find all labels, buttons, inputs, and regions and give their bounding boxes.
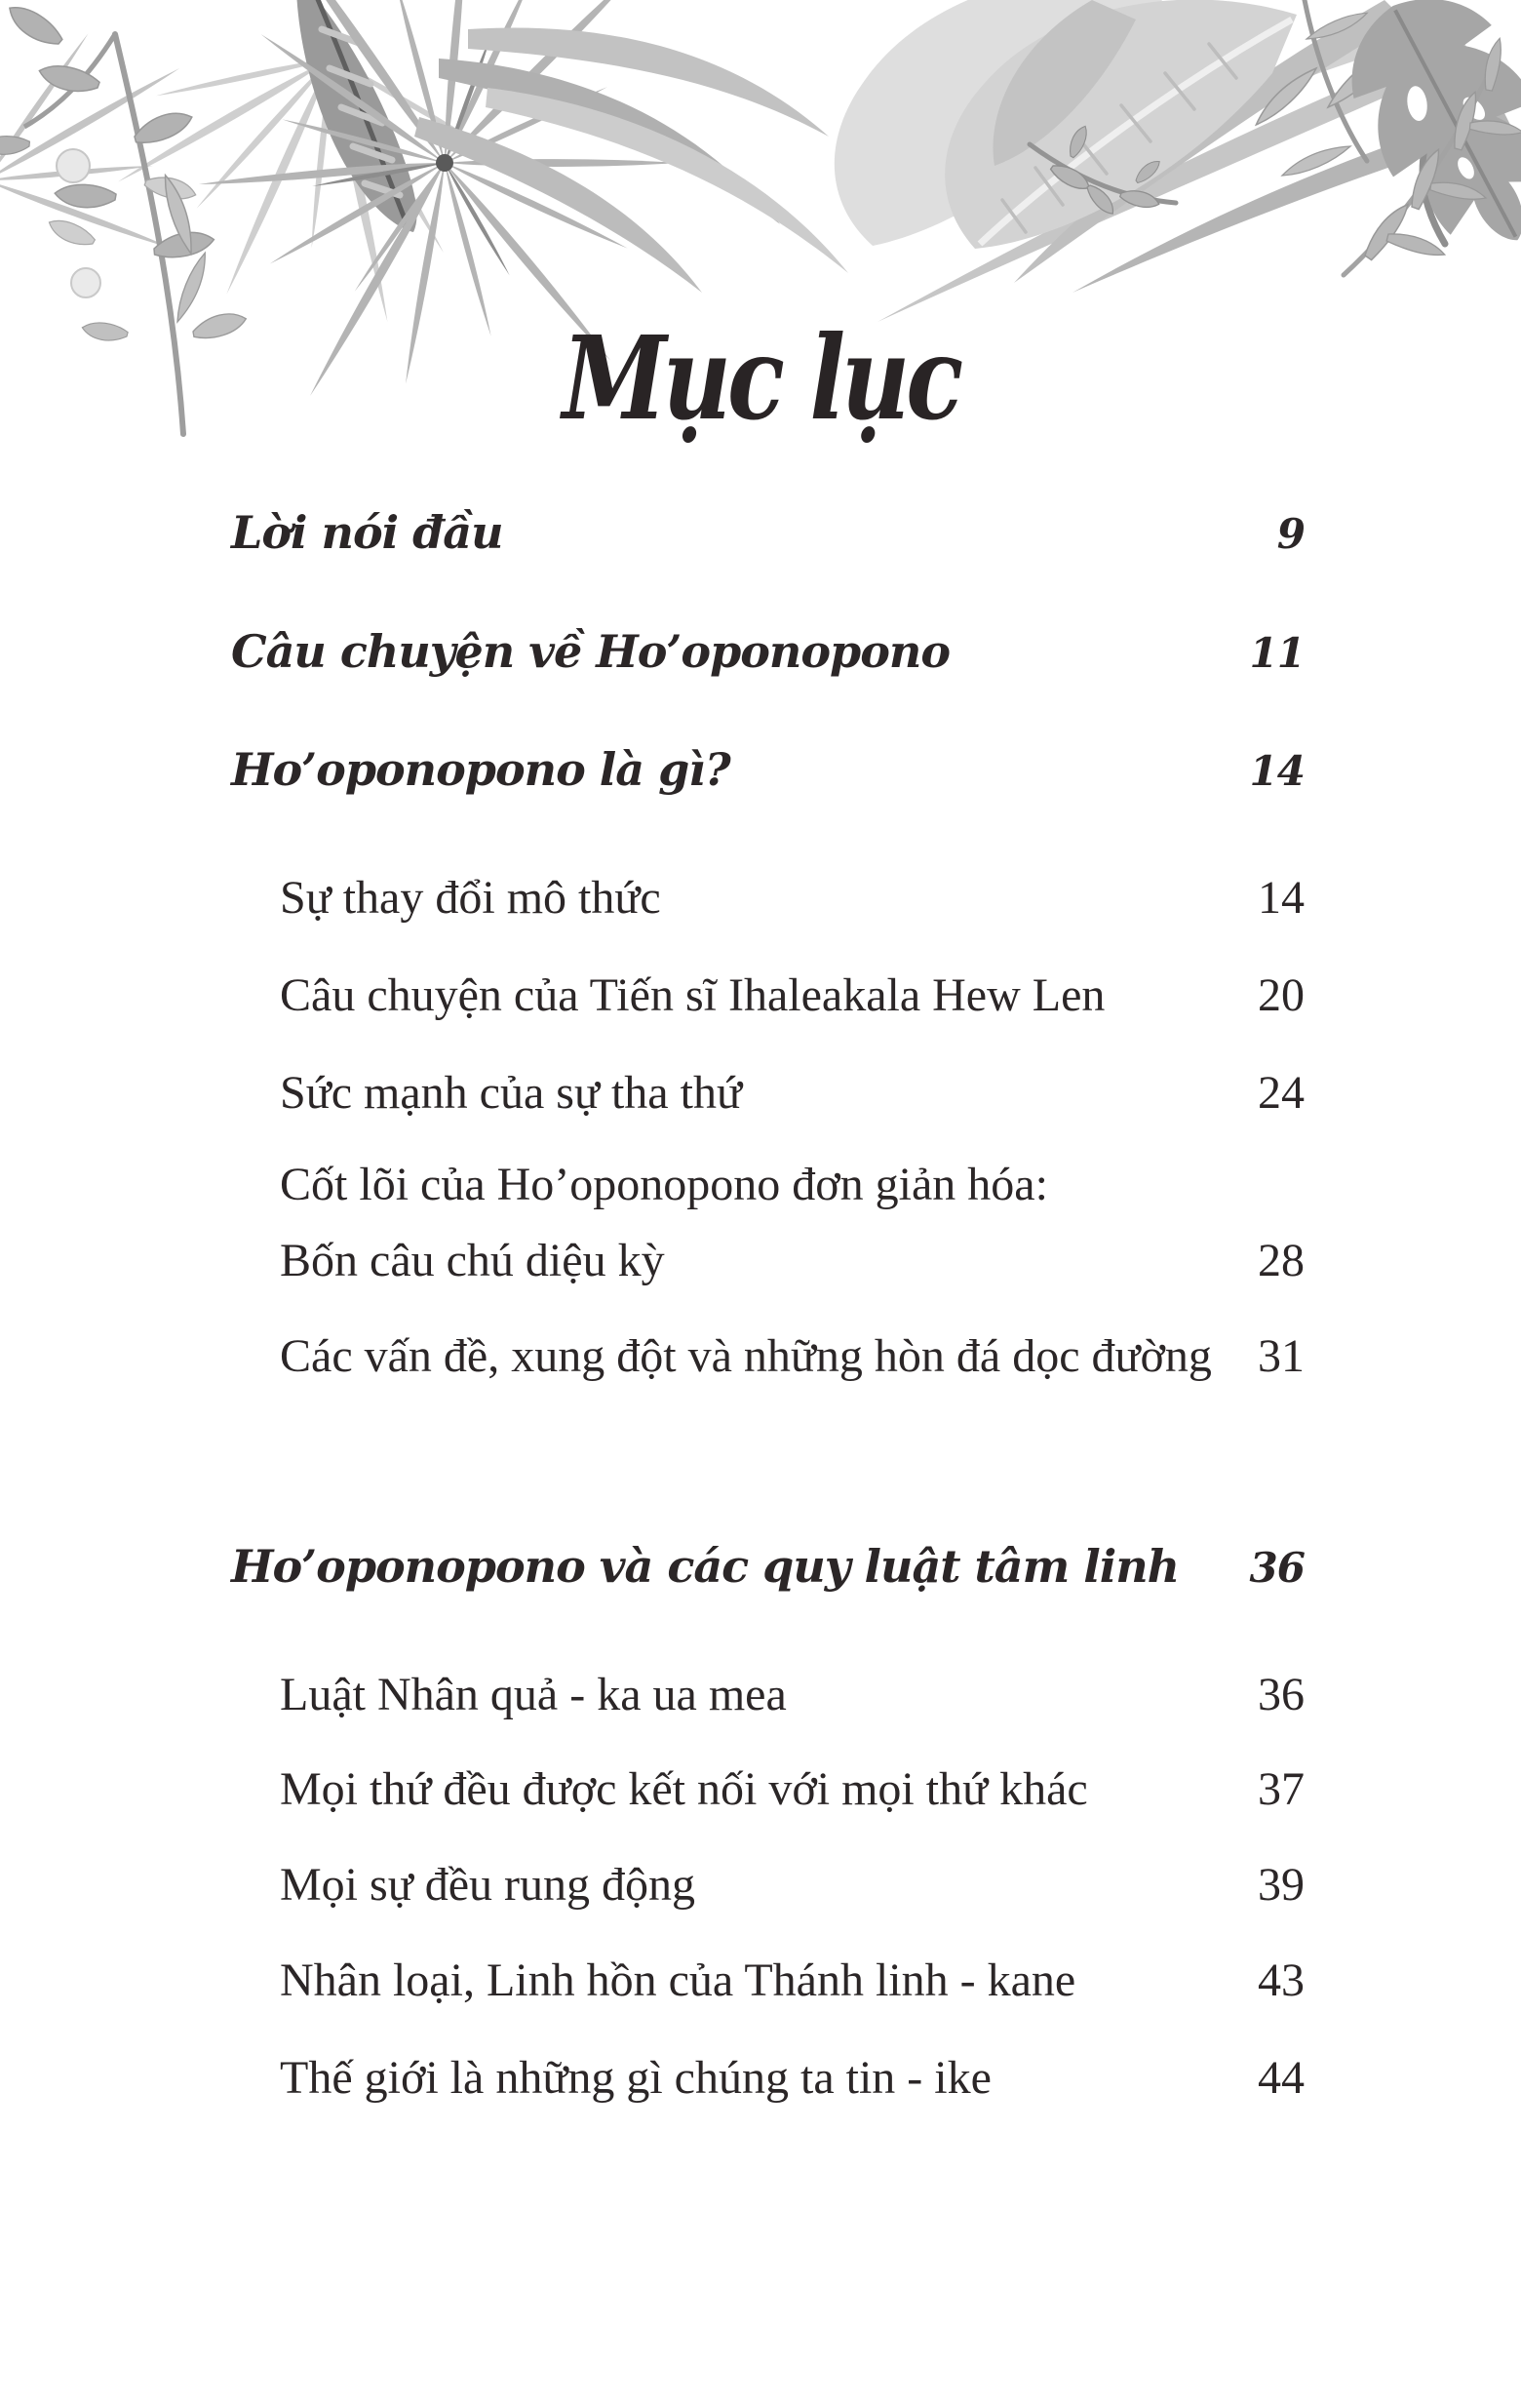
toc-entry-page: 9 xyxy=(1276,510,1305,558)
toc-entry-title: Câu chuyện về Ho’oponopono xyxy=(231,625,951,678)
toc-entry-title: Mọi sự đều rung động xyxy=(280,1859,695,1911)
toc-entry-title: Câu chuyện của Tiến sĩ Ihaleakala Hew Len xyxy=(280,969,1106,1021)
toc-entry-page: 36 xyxy=(1249,1544,1305,1592)
toc-entry-title: Sức mạnh của sự tha thứ xyxy=(280,1067,742,1119)
page-title: Mục lục xyxy=(562,310,959,447)
toc-entry-page: 20 xyxy=(1258,969,1305,1021)
toc-entry-page: 31 xyxy=(1258,1330,1305,1382)
toc-entry xyxy=(231,1759,1305,1820)
toc-entry-title: Luật Nhân quả - ka ua mea xyxy=(280,1669,787,1720)
toc-entry-page: 24 xyxy=(1258,1067,1305,1119)
toc-entry-page: 39 xyxy=(1258,1859,1305,1911)
toc-entry xyxy=(231,1231,1305,1291)
toc-entry-page: 14 xyxy=(1249,747,1305,795)
toc-entry-title: Ho’oponopono và các quy luật tâm linh xyxy=(231,1540,1180,1593)
toc-entry xyxy=(231,868,1305,928)
toc-entry-page: 28 xyxy=(1258,1235,1305,1286)
toc-entry xyxy=(231,1063,1305,1124)
toc-entry xyxy=(231,966,1305,1026)
toc-entry-title: Sự thay đổi mô thức xyxy=(280,872,661,924)
toc-entry xyxy=(231,739,1305,802)
toc-entry xyxy=(231,502,1305,565)
toc-entry-title: Ho’oponopono là gì? xyxy=(231,743,730,796)
toc-entry-title: Cốt lõi của Ho’oponopono đơn giản hóa: xyxy=(280,1159,1048,1210)
toc-entry-page: 14 xyxy=(1258,872,1305,924)
table-of-contents xyxy=(231,0,1305,2408)
toc-entry xyxy=(231,1326,1305,1387)
toc-entry-title: Lời nói đầu xyxy=(231,506,503,559)
toc-entry xyxy=(231,1665,1305,1725)
toc-entry-title: Nhân loại, Linh hồn của Thánh linh - kane xyxy=(280,1954,1076,2006)
toc-entry xyxy=(231,2048,1305,2109)
toc-entry-title: Bốn câu chú diệu kỳ xyxy=(280,1235,665,1286)
toc-entry-page: 37 xyxy=(1258,1763,1305,1815)
toc-entry-title: Mọi thứ đều được kết nối với mọi thứ khác xyxy=(280,1763,1088,1815)
toc-entry xyxy=(231,621,1305,684)
toc-entry-page: 43 xyxy=(1258,1954,1305,2006)
toc-entry-title: Các vấn đề, xung đột và những hòn đá dọc đường xyxy=(280,1330,1212,1382)
toc-entry-title: Thế giới là những gì chúng ta tin - ike xyxy=(280,2052,992,2104)
toc-entry-page: 44 xyxy=(1258,2052,1305,2104)
toc-entry-page: 36 xyxy=(1258,1669,1305,1720)
toc-entry-page: 11 xyxy=(1249,629,1305,677)
toc-entry xyxy=(231,1951,1305,2011)
toc-entry xyxy=(231,1855,1305,1915)
toc-entry xyxy=(231,1536,1305,1599)
toc-entry xyxy=(231,1155,1305,1215)
